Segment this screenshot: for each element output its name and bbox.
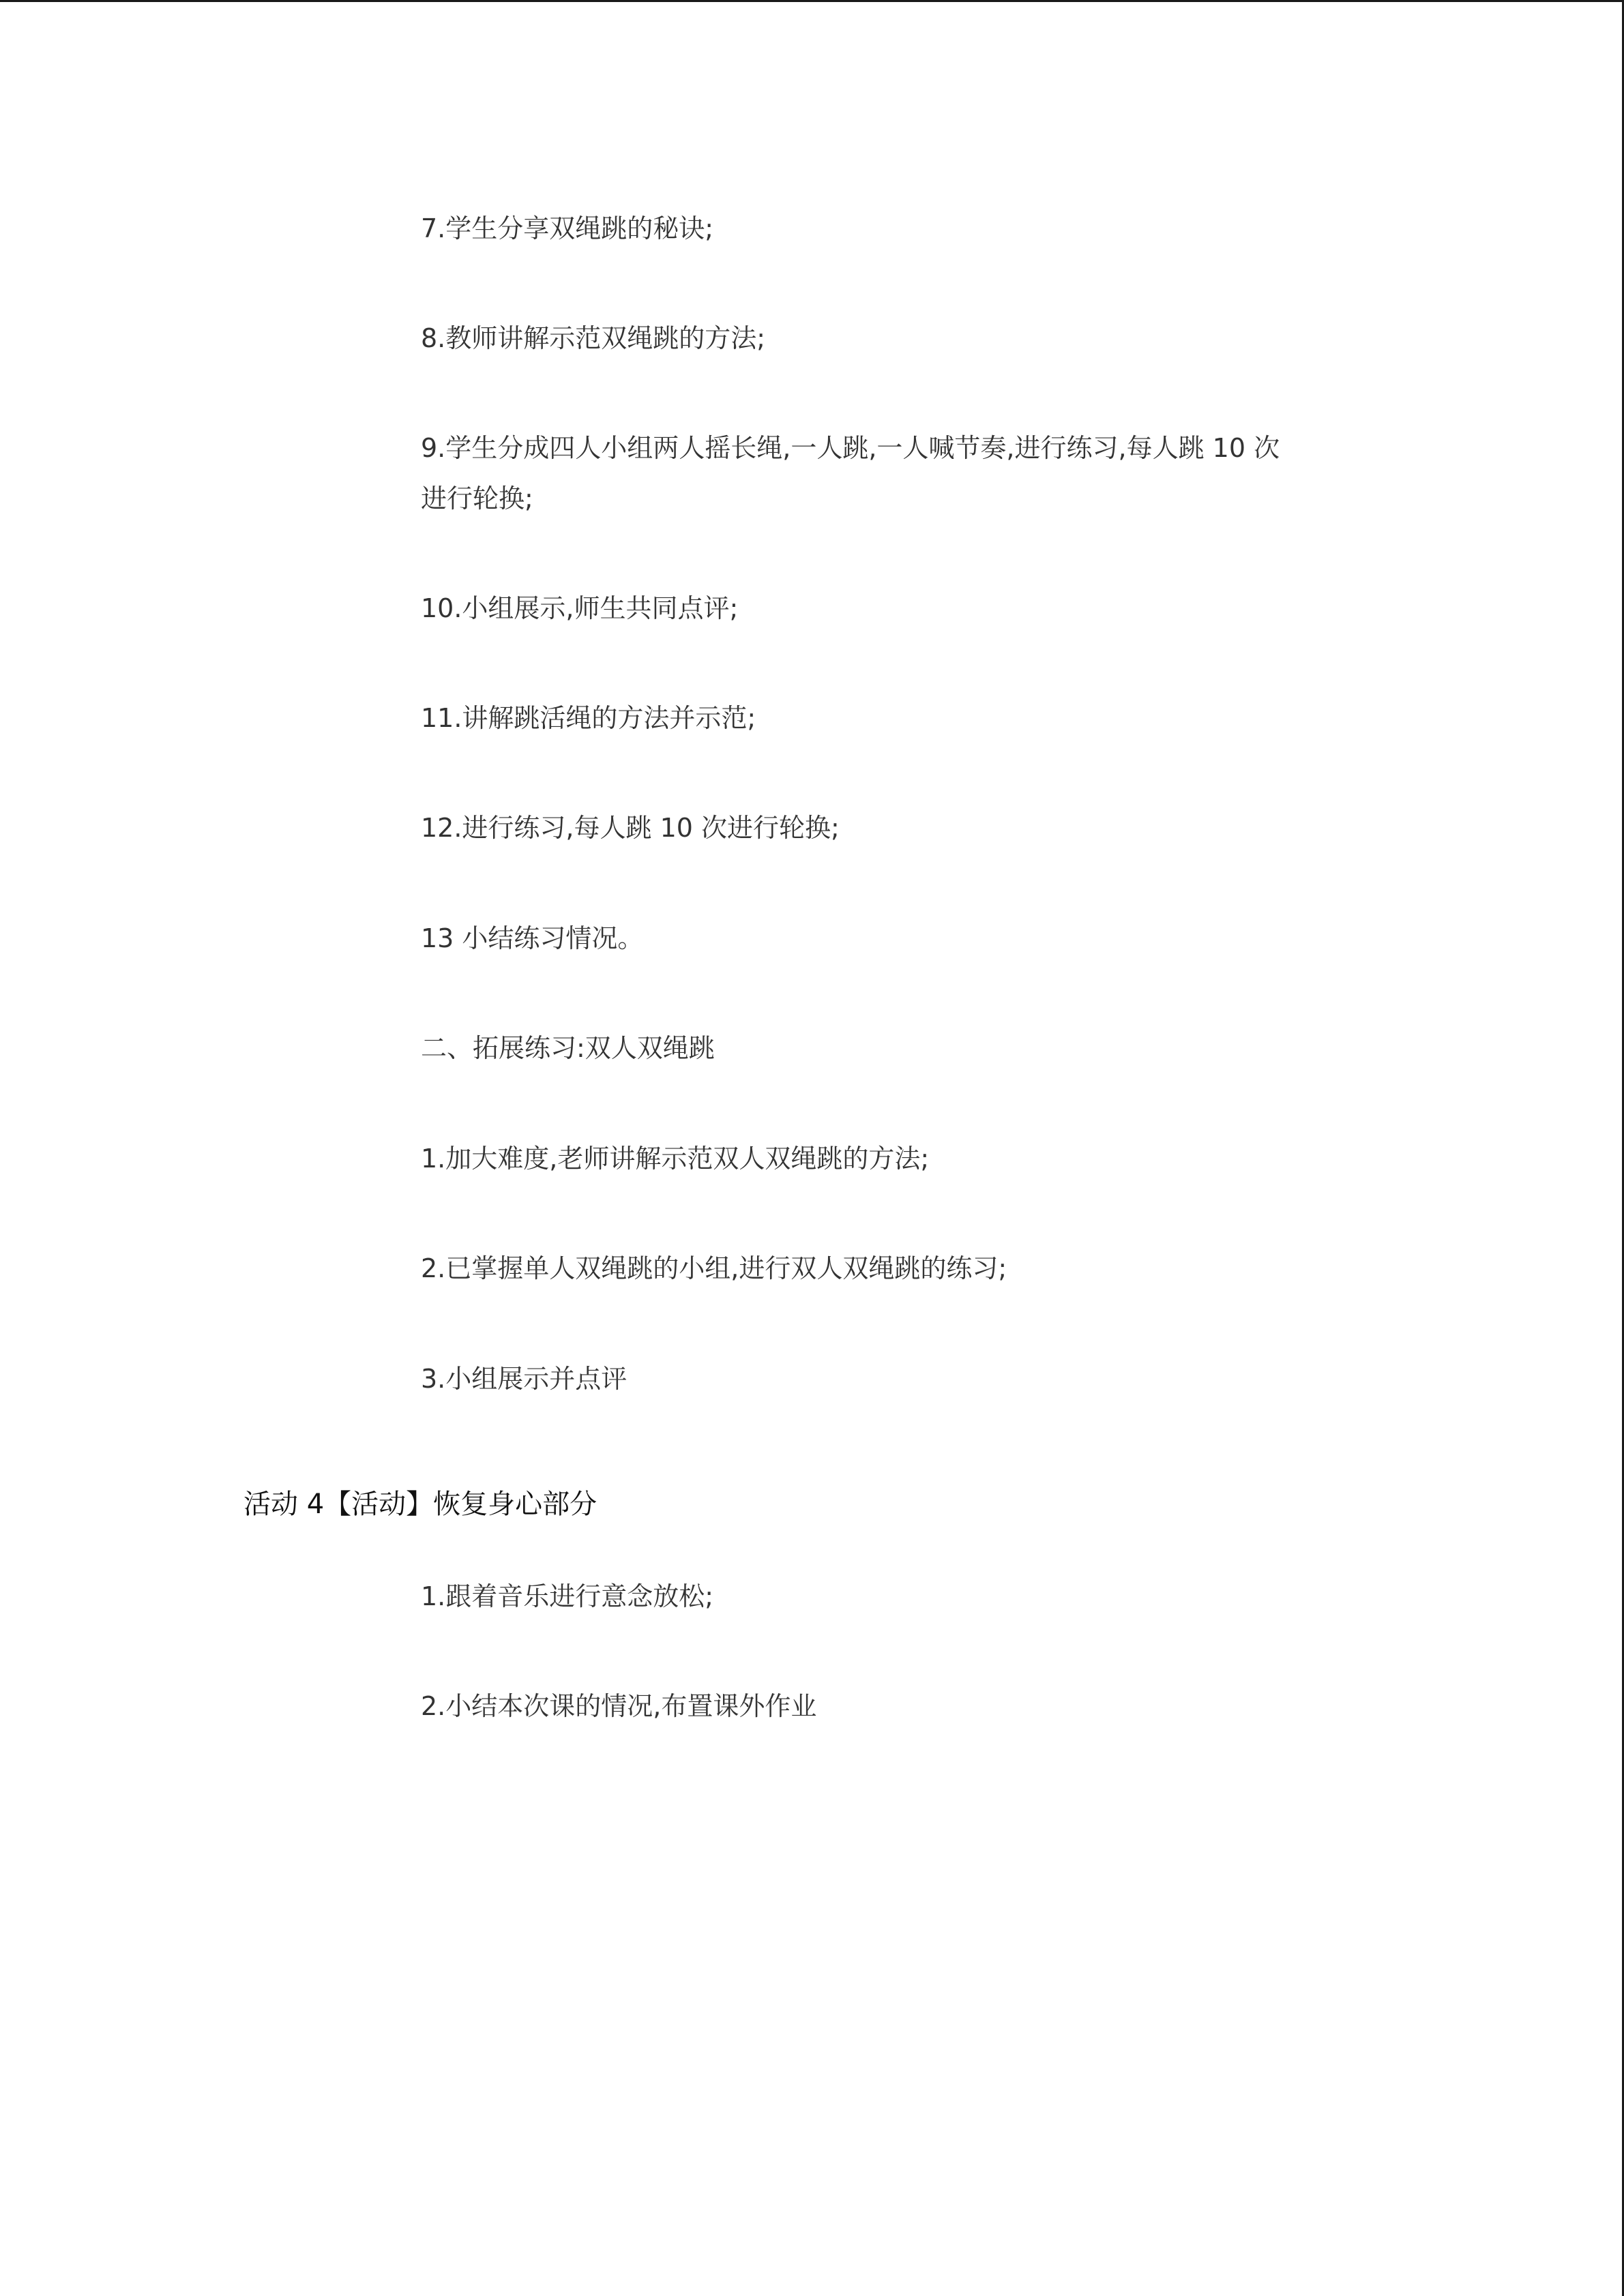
extension-step-2: 2.已掌握单人双绳跳的小组,进行双人双绳跳的练习; [421, 1253, 1007, 1283]
step-11: 11.讲解跳活绳的方法并示范; [421, 703, 756, 733]
extension-step-3: 3.小组展示并点评 [421, 1364, 628, 1394]
step-9-line-1: 9.学生分成四人小组两人摇长绳,一人跳,一人喊节奏,进行练习,每人跳 10 次 [421, 433, 1280, 463]
relax-step-1: 1.跟着音乐进行意念放松; [421, 1581, 714, 1611]
activity-4-heading: 活动 4【活动】恢复身心部分 [243, 1489, 597, 1520]
step-7: 7.学生分享双绳跳的秘诀; [421, 213, 714, 243]
step-10: 10.小组展示,师生共同点评; [421, 593, 739, 623]
page-top-border [0, 0, 1624, 2]
extension-step-1: 1.加大难度,老师讲解示范双人双绳跳的方法; [421, 1144, 930, 1174]
section-extension-title: 二、拓展练习:双人双绳跳 [421, 1033, 715, 1063]
step-13: 13 小结练习情况。 [421, 923, 644, 953]
step-8: 8.教师讲解示范双绳跳的方法; [421, 323, 766, 353]
relax-step-2: 2.小结本次课的情况,布置课外作业 [421, 1691, 817, 1721]
step-12: 12.进行练习,每人跳 10 次进行轮换; [421, 813, 840, 843]
step-9-line-2: 进行轮换; [421, 483, 533, 513]
